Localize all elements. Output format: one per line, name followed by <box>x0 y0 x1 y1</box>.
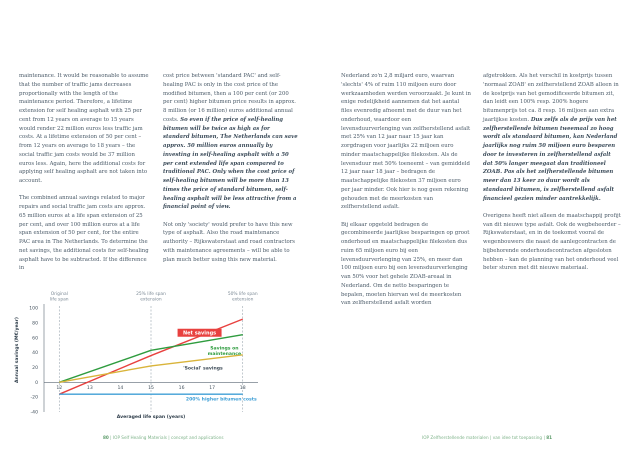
marker-label-2-1: extension <box>232 297 254 303</box>
x-tick-label-0: 12 <box>56 385 63 391</box>
net-savings-label: Net savings <box>182 330 217 337</box>
savings-chart <box>6 290 306 420</box>
y-tick-label-3: 40 <box>32 351 38 357</box>
left-footer-text: IOP Self Healing Materials | concept and applications <box>112 435 224 440</box>
x-tick-label-6: 18 <box>239 385 246 391</box>
left-col-1 <box>19 72 150 282</box>
right-col-1 <box>341 72 471 317</box>
right-footer-text: IOP Zelfherstellende materialen | van idee tot toepassing <box>422 435 543 440</box>
y-tick-label-0: 100 <box>29 306 38 312</box>
left-footer-sep: | <box>110 435 113 440</box>
x-tick-label-1: 13 <box>86 385 93 391</box>
right-page-number: 81 <box>546 435 553 440</box>
left-footer <box>103 435 224 440</box>
right-col-2 <box>483 72 621 282</box>
left-col-2 <box>163 72 298 273</box>
left-col2-paragraph-1 <box>163 72 298 212</box>
x-tick-label-4: 16 <box>178 385 185 391</box>
right-col2-plain-text: afgetrokken. Als het verschil in kostprijs tussen 'normaal ZOAB' en zelfherstellend ZOAB alleen in de kostprijs van het gemodificeerde bitumen zit, dan leidt een 100% resp. 200% hogere bitumenprijs tot ca. 8 resp. 16 miljoen aan extra jaarlijkse kosten. <box>483 73 619 123</box>
right-footer-sep: | <box>543 435 547 440</box>
bitumen-costs-label: 200% higher bitumen costs <box>185 397 257 403</box>
right-page <box>319 0 638 453</box>
left-col2-emphasis-text: So even if the price of self-healing bitumen will be twice as high as for standard bitumen, The Netherlands can save approx. 50 million euros annually by investing in self-healing asphalt with a 50 per cent extended life span compared to traditional PAC. Only when the cost price of self-healing bitumen will be more than 13 times the price of standard bitumen, self-healing asphalt will be less attractive from a financial point of view. <box>163 116 298 211</box>
maintenance-savings-label-line1: Savings on <box>210 346 239 352</box>
y-tick-label-1: 80 <box>32 321 38 327</box>
social-savings-label: 'Social' savings <box>183 366 223 372</box>
marker-label-0-0: Original <box>50 292 68 297</box>
left-col2-paragraph-2: Not only 'society' would prefer to have this new type of asphalt. Also the road maintenance authority – Rijkswaterstaat and road contractors with maintenance agreements – will be able to plan much better using this new material. <box>163 221 296 263</box>
marker-label-1-0: 25% life span <box>136 292 166 297</box>
y-tick-label-7: -40 <box>30 410 38 416</box>
left-page-number: 80 <box>103 435 109 440</box>
marker-label-1-1: extension <box>140 297 162 303</box>
right-col1-paragraph-1: Nederland zo'n 2,8 miljard euro, waarvan 'slechts' 4% of ruim 110 miljoen euro door werkzaamheden werden veroorzaakt. Je kunt in enige redelijkheid aannemen dat het aantal files evenredig afneemt met de duur van het onderhoud, waardoor een levensduurverlenging van zelfherstellend asfalt met 25% van 12 jaar naar 15 jaar kan zorgdragen voor jaarlijks 22 miljoen euro minder maatschappelijke filekosten. Als de levensduur met 50% toeneemt – van gemiddeld 12 jaar naar 18 jaar – bedragen de maatschappelijke filekosten 37 miljoen euro per jaar minder. Ook hier is nog geen rekening gehouden met de meerkosten van zelfherstellend asfalt. <box>341 73 471 211</box>
maintenance-savings-label-line2: maintenance <box>207 352 242 358</box>
right-col2-emphasis-text: Dus zelfs als de prijs van het zelfherstellende bitumen tweemaal zo hoog wordt als standaard bitumen, kan Nederland jaarlijks nog ruim 50 miljoen euro besparen door te investeren in zelfherstellend asfalt dat 50% langer meegaat dan traditioneel ZOAB. Pas als het zelfherstellende bitumen meer dan 13 keer zo duur wordt als standaard bitumen, is zelfherstellend asfalt financieel gezien minder aantrekkelijk. <box>483 116 618 202</box>
x-tick-label-2: 14 <box>117 385 124 391</box>
x-tick-label-5: 17 <box>209 385 216 391</box>
y-tick-label-4: 20 <box>32 366 38 372</box>
y-tick-label-6: -20 <box>30 395 38 401</box>
left-col1-paragraph-1: maintenance. It would be reasonable to assume that the number of traffic jams decreases proportionally with the length of the maintenance period. Therefore, a lifetime extension for self healing asphalt with 25 per cent from 12 years on average to 15 years would render 22 million euros less traffic jam costs. At a lifetime extension of 50 per cent – from 12 years on average to 18 years – the social traffic jam costs would be 37 million euros less. Again, here the additional costs for applying self healing asphalt are not taken into account. <box>19 73 149 184</box>
y-axis-title: Annual savings (M€/year) <box>15 316 20 384</box>
right-col2-paragraph-2: Overigens heeft niet alleen de maatschappij profijt van dit nieuwe type asfalt. Ook de wegbeheerder – Rijkswaterstaat, en in de toekomst vooral de wegenbouwers die naast de aanlegcontracten de bijbehorende onderhoudscontracten afgesloten hebben – kan de planning van het onderhoud veel beter sturen met dit nieuwe materiaal. <box>483 212 621 272</box>
right-col1-paragraph-2: Bij elkaar opgeteld bedragen de gecombineerde jaarlijkse besparingen op groot onderhoud en maatschappelijke filekosten dus ruim 65 miljoen euro bij een levensduurverlenging van 25%, en meer dan 100 miljoen euro bij een levensduurverlenging van 50% voor het gehele ZOAB-areaal in Nederland. Om de netto besparingen te bepalen, moeten hiervan wel de meerkosten van zelfherstellend asfalt worden <box>341 221 470 307</box>
right-footer <box>422 435 552 440</box>
y-tick-label-5: 0 <box>35 380 38 386</box>
marker-label-0-1: life span <box>49 297 69 303</box>
x-axis-title: Averaged life span (years) <box>116 415 186 420</box>
right-col2-paragraph-1 <box>483 72 621 203</box>
marker-label-2-0: 50% life span <box>227 292 258 297</box>
x-tick-label-3: 15 <box>148 385 154 391</box>
y-tick-label-2: 60 <box>32 336 38 342</box>
left-col2-plain-text: cost price between 'standard PAC' and self-healing PAC is only in the cost price of the modified bitumen, then a 100 per cent (or 200 per cent) higher bitumen price results in approx. 8 million (or 16 million) euros additional annual costs. <box>163 73 296 123</box>
left-col1-paragraph-2: The combined annual savings related to major repairs and social traffic jam costs are approx. 65 million euros at a life span extension of 25 per cent, and over 100 million euros at a life span extension of 50 per cent, for the entire PAC area in The Netherlands. To determine the net savings, the additional costs for self-healing asphalt have to be subtracted. If the difference in <box>19 195 149 272</box>
